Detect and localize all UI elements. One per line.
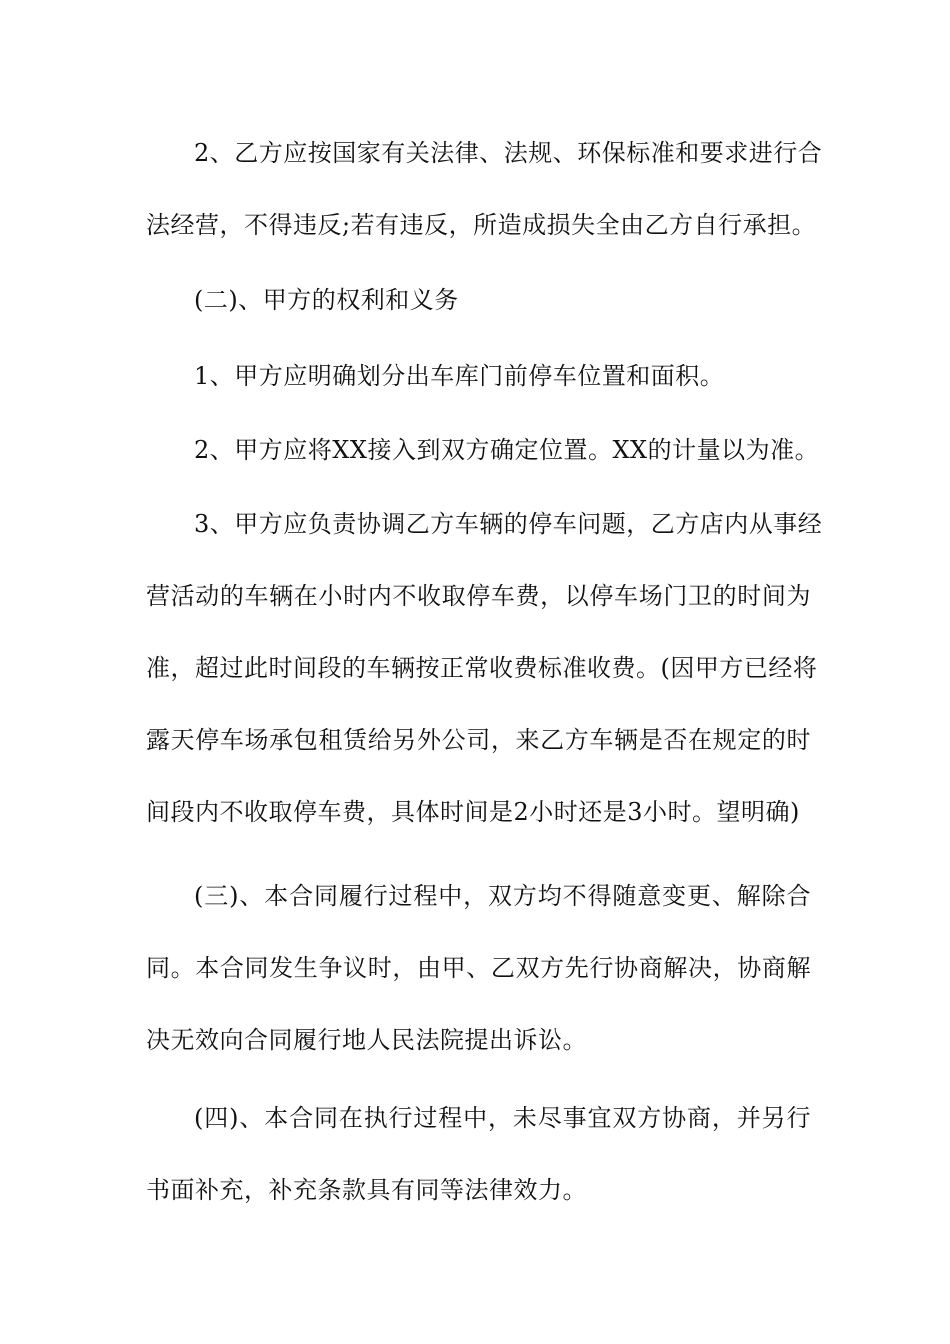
clause-2-xx-access xyxy=(146,414,820,486)
text-line: 决无效向合同履行地人民法院提出诉讼。 xyxy=(146,1026,587,1054)
text-line: 法经营，不得违反;若有违反，所造成损失全由乙方自行承担。 xyxy=(146,211,817,239)
text-line: 2、乙方应按国家有关法律、法规、环保标准和要求进行合 xyxy=(194,139,823,167)
text-line: 3、甲方应负责协调乙方车辆的停车问题，乙方店内从事经 xyxy=(194,510,823,538)
clause-1-parking-area xyxy=(146,340,811,412)
clause-3-parking-fees xyxy=(146,488,823,848)
section-heading-party-a-rights xyxy=(146,264,811,336)
text-line: 书面补充，补充条款具有同等法律效力。 xyxy=(146,1176,587,1204)
text-line: (三)、本合同履行过程中，双方均不得随意变更、解除合 xyxy=(194,882,811,910)
text-line: 同。本合同发生争议时，由甲、乙双方先行协商解决，协商解 xyxy=(146,954,811,982)
text-line: 露天停车场承包租赁给另外公司，来乙方车辆是否在规定的时 xyxy=(146,726,811,754)
section-4-supplementary-terms xyxy=(146,1082,811,1226)
text-line: 准，超过此时间段的车辆按正常收费标准收费。(因甲方已经将 xyxy=(146,654,818,682)
text-line: 营活动的车辆在小时内不收取停车费，以停车场门卫的时间为 xyxy=(146,582,811,610)
text-line: (四)、本合同在执行过程中，未尽事宜双方协商，并另行 xyxy=(194,1104,811,1132)
text-line: (二)、甲方的权利和义务 xyxy=(194,286,459,314)
text-line: 2、甲方应将XX接入到双方确定位置。XX的计量以为准。 xyxy=(194,436,820,464)
text-line: 间段内不收取停车费，具体时间是2小时还是3小时。望明确) xyxy=(146,798,800,826)
text-line: 1、甲方应明确划分出车库门前停车位置和面积。 xyxy=(194,362,725,390)
clause-2-lawful-operation xyxy=(146,117,823,261)
section-3-no-arbitrary-change xyxy=(146,860,811,1076)
